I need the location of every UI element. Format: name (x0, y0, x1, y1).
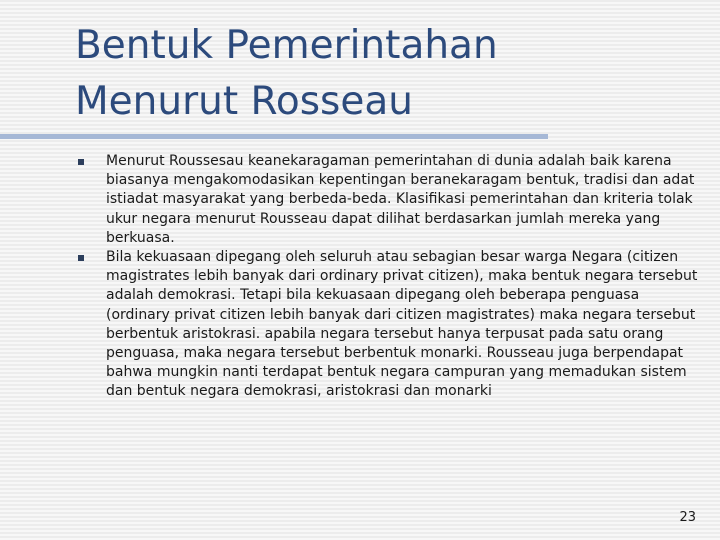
square-bullet-icon (78, 159, 84, 165)
bullet-list (78, 152, 706, 402)
bullet-text: Bila kekuasaan dipegang oleh seluruh atau sebagian besar warga Negara (citizen magistrates lebih banyak dari ordinary privat citizen), maka bentuk negara tersebut adalah demokrasi. Tetapi bila kekuasaan dipegang oleh beberapa penguasa (ordinary privat citizen lebih banyak dari citizen magistrates) maka negara tersebut berbentuk aristokrasi. apabila negara tersebut hanya terpusat pada satu orang penguasa, maka negara tersebut berbentuk monarki. Rousseau juga berpendapat bahwa mungkin nanti terdapat bentuk negara campuran yang memadukan sistem dan bentuk negara demokrasi, aristokrasi dan monarki (106, 249, 698, 400)
slide-title-line-1: Bentuk Pemerintahan (75, 23, 498, 68)
page-number: 23 (679, 510, 696, 525)
bullet-item (78, 248, 706, 402)
title-underline (0, 134, 548, 139)
bullet-text: Menurut Roussesau keanekaragaman pemerintahan di dunia adalah baik karena biasanya mengakomodasikan kepentingan beranekaragam bentuk, tradisi dan adat istiadat masyarakat yang berbeda-beda. Klasifikasi pemerintahan dan kriteria tolak ukur negara menurut Rousseau dapat dilihat berdasarkan jumlah mereka yang berkuasa. (106, 153, 695, 246)
slide-title-line-2: Menurut Rosseau (75, 79, 413, 124)
square-bullet-icon (78, 255, 84, 261)
bullet-item (78, 152, 706, 248)
slide-title (75, 18, 695, 130)
